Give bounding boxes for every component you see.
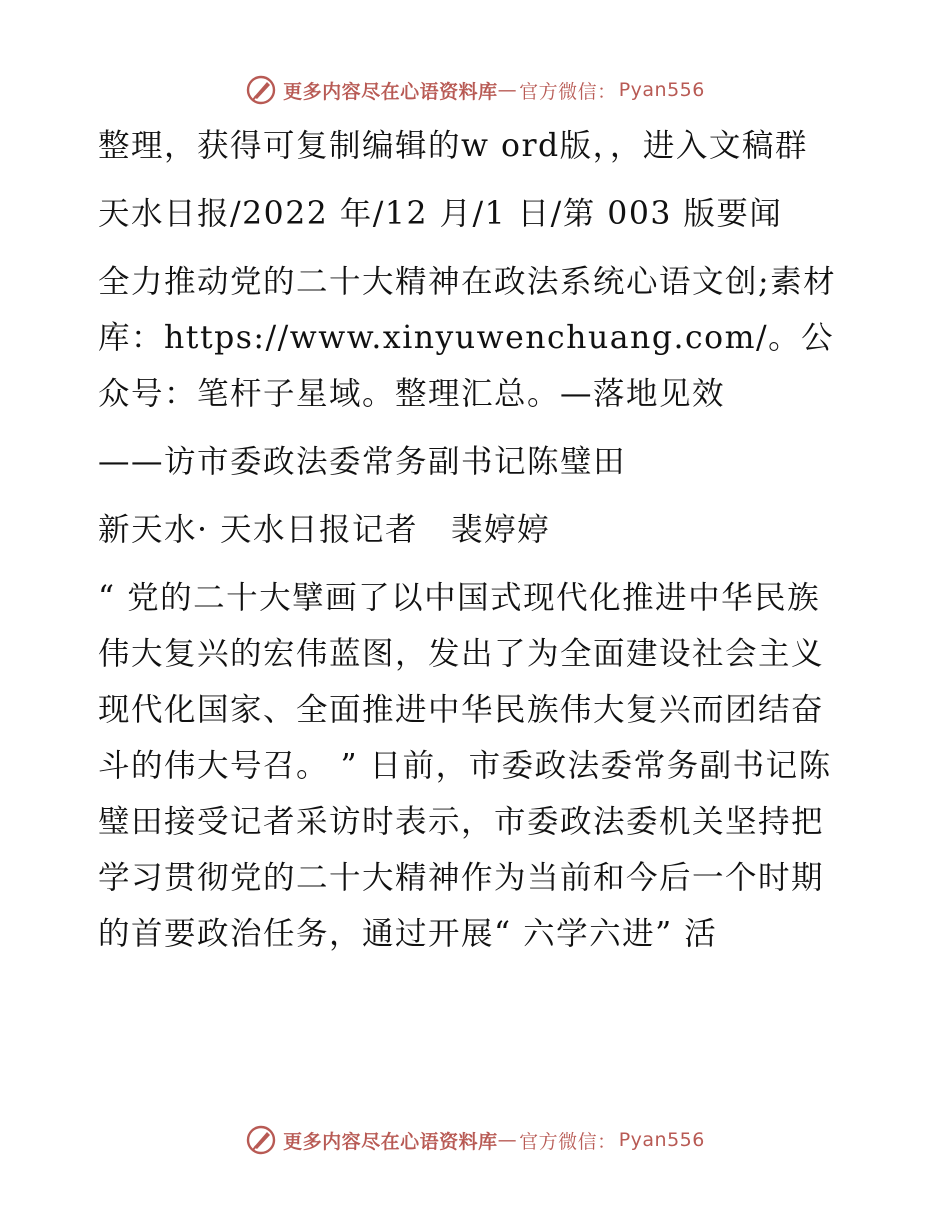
paragraph-subtitle: ——访市委政法委常务副书记陈璧田 (98, 444, 627, 480)
banner-site-text: 更多内容尽在心语资料库 (283, 80, 498, 103)
banner-wechat-label: 官方微信： (519, 1130, 617, 1153)
quill-logo-icon (245, 74, 277, 106)
paragraph-byline: 新天水· 天水日报记者 裴婷婷 (98, 512, 551, 548)
banner-dash: — (497, 79, 518, 101)
banner-wechat-label: 官方微信： (519, 80, 617, 103)
header-banner (0, 70, 950, 110)
paragraph-intro: 整理，获得可复制编辑的w ord版，，进入文稿群 (98, 128, 808, 164)
banner-wechat-id: Pyan556 (618, 79, 705, 101)
paragraph-headline: 全力推动党的二十大精神在政法系统心语文创;素材库：https://www.xinyuwenchuang.com/。公众号：笔杆子星域。整理汇总。—落地见效 (98, 264, 837, 412)
paragraph-body: “ 党的二十大擘画了以中国式现代化推进中华民族伟大复兴的宏伟蓝图，发出了为全面建设社会主义现代化国家、全面推进中华民族伟大复兴而团结奋斗的伟大号召。 ” 日前，市委政法委常务副书记陈璧田接受记者采访时表示，市委政法委机关坚持把学习贯彻党的二十大精神作为当前和今后一个时期的首要政治任务，通过开展“ 六学六进” 活 (98, 580, 832, 952)
banner-wechat-id: Pyan556 (618, 1129, 705, 1151)
quill-logo-icon (245, 1124, 277, 1156)
banner-dash: — (497, 1129, 518, 1151)
paragraph-source: 天水日报/2022 年/12 月/1 日/第 003 版要闻 (98, 196, 783, 232)
banner-site-text: 更多内容尽在心语资料库 (283, 1130, 498, 1153)
document-body (98, 118, 850, 962)
footer-banner (0, 1120, 950, 1160)
